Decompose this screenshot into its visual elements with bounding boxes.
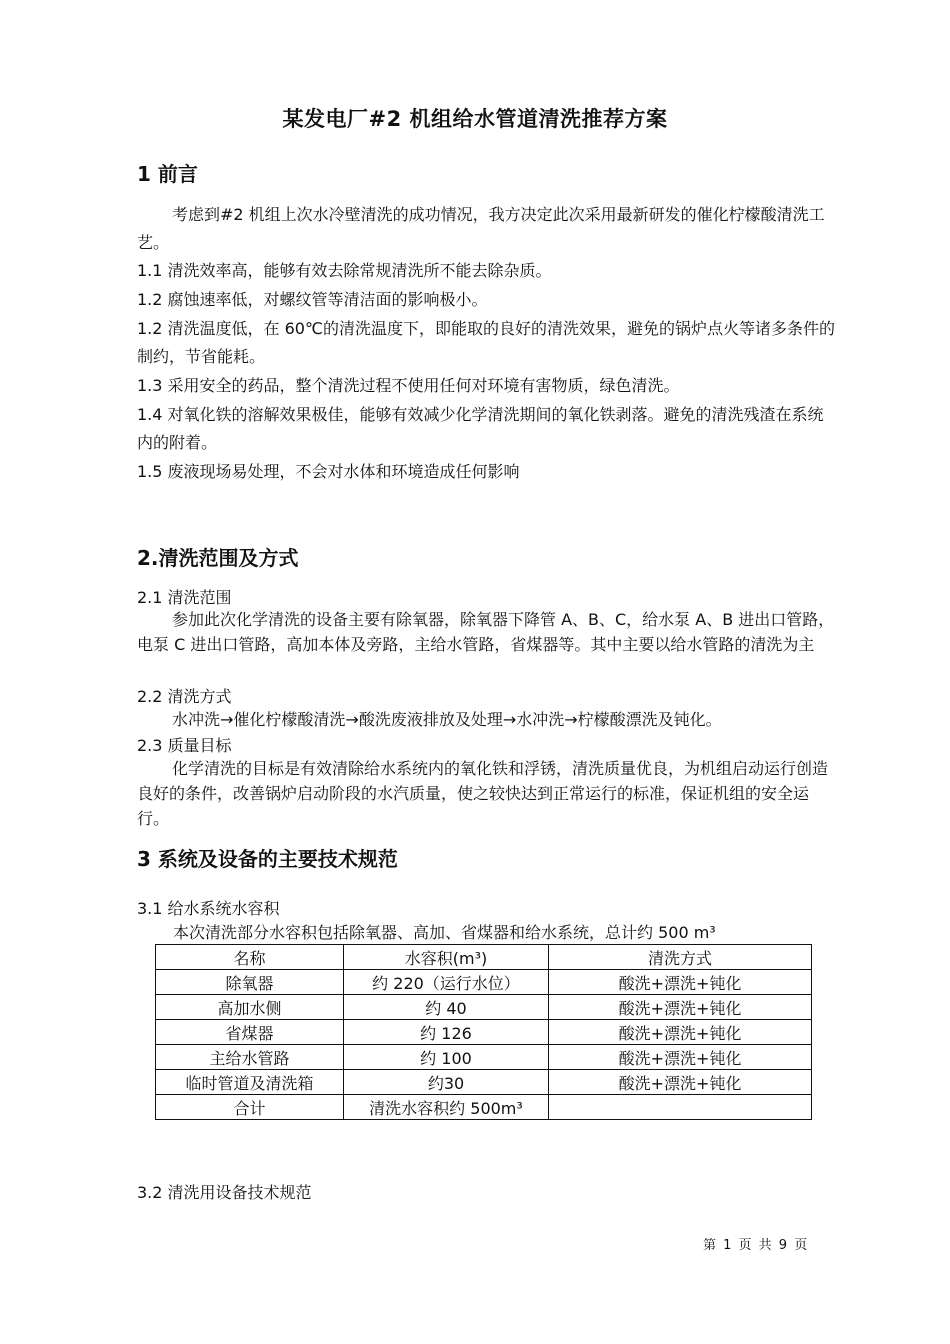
- table-cell: 酸洗+漂洗+钝化: [549, 1020, 812, 1045]
- list-item: 1.5 废液现场易处理，不会对水体和环境造成任何影响: [137, 462, 520, 481]
- list-item: 1.2 腐蚀速率低，对螺纹管等清洁面的影响极小。: [137, 290, 488, 309]
- method-text: 水冲洗→催化柠檬酸清洗→酸洗废液排放及处理→水冲洗→柠檬酸漂洗及钝化。: [172, 710, 722, 729]
- table-cell: 主给水管路: [156, 1045, 344, 1070]
- table-header: 名称: [156, 945, 344, 970]
- scope-text: 参加此次化学清洗的设备主要有除氧器，除氧器下降管 A、B、C，给水泵 A、B 进出口管路，电泵 C 进出口管路，高加本体及旁路，主给水管路，省煤器等。其中主要以给水管路的清洗为主: [137, 610, 835, 654]
- equipment-spec-label: 3.2 清洗用设备技术规范: [137, 1183, 312, 1202]
- table-cell: 酸洗+漂洗+钝化: [549, 970, 812, 995]
- table-cell: 酸洗+漂洗+钝化: [549, 995, 812, 1020]
- table-header: 清洗方式: [549, 945, 812, 970]
- table-cell: [549, 1095, 812, 1120]
- table-cell: 约 126: [344, 1020, 549, 1045]
- volume-label: 3.1 给水系统水容积: [137, 899, 280, 918]
- list-item: 1.1 清洗效率高，能够有效去除常规清洗所不能去除杂质。: [137, 261, 552, 280]
- table-cell: 除氧器: [156, 970, 344, 995]
- page-number: 第 1 页 共 9 页: [703, 1238, 808, 1253]
- list-item: 1.3 采用安全的药品，整个清洗过程不使用任何对环境有害物质，绿色清洗。: [137, 376, 680, 395]
- section-3-heading: 3 系统及设备的主要技术规范: [137, 847, 398, 871]
- table-row: [156, 1045, 812, 1070]
- table-cell: 约 100: [344, 1045, 549, 1070]
- table-cell: 酸洗+漂洗+钝化: [549, 1070, 812, 1095]
- list-item: 1.2 清洗温度低，在 60℃的清洗温度下，即能取的良好的清洗效果，避免的锅炉点火等诸多条件的制约，节省能耗。: [137, 319, 835, 366]
- table-row: [156, 1070, 812, 1095]
- table-header-row: [156, 945, 812, 970]
- table-cell: 清洗水容积约 500m³: [344, 1095, 549, 1120]
- volume-table: [155, 944, 812, 1120]
- table-cell: 临时管道及清洗箱: [156, 1070, 344, 1095]
- table-cell: 约 40: [344, 995, 549, 1020]
- goal-text: 化学清洗的目标是有效清除给水系统内的氧化铁和浮锈，清洗质量优良，为机组启动运行创造良好的条件，改善锅炉启动阶段的水汽质量，使之较快达到正常运行的标准，保证机组的安全运行。: [137, 759, 829, 828]
- table-row: [156, 1095, 812, 1120]
- table-cell: 约 220（运行水位）: [344, 970, 549, 995]
- table-cell: 高加水侧: [156, 995, 344, 1020]
- volume-text: 本次清洗部分水容积包括除氧器、高加、省煤器和给水系统，总计约 500 m³: [173, 923, 716, 942]
- table-cell: 合计: [156, 1095, 344, 1120]
- table-cell: 省煤器: [156, 1020, 344, 1045]
- table-row: [156, 995, 812, 1020]
- list-item: 1.4 对氧化铁的溶解效果极佳，能够有效减少化学清洗期间的氧化铁剥落。避免的清洗残渣在系统内的附着。: [137, 405, 824, 452]
- section-2-heading: 2.清洗范围及方式: [137, 546, 299, 570]
- goal-label: 2.3 质量目标: [137, 736, 232, 755]
- document-title: 某发电厂#2 机组给水管道清洗推荐方案: [282, 107, 668, 131]
- table-row: [156, 970, 812, 995]
- section-1-heading: 1 前言: [137, 162, 198, 186]
- section-1-intro: 考虑到#2 机组上次水冷壁清洗的成功情况，我方决定此次采用最新研发的催化柠檬酸清洗工艺。: [137, 205, 825, 252]
- table-row: [156, 1020, 812, 1045]
- table-cell: 酸洗+漂洗+钝化: [549, 1045, 812, 1070]
- method-label: 2.2 清洗方式: [137, 687, 232, 706]
- table-cell: 约30: [344, 1070, 549, 1095]
- scope-label: 2.1 清洗范围: [137, 588, 232, 607]
- table-header: 水容积(m³): [344, 945, 549, 970]
